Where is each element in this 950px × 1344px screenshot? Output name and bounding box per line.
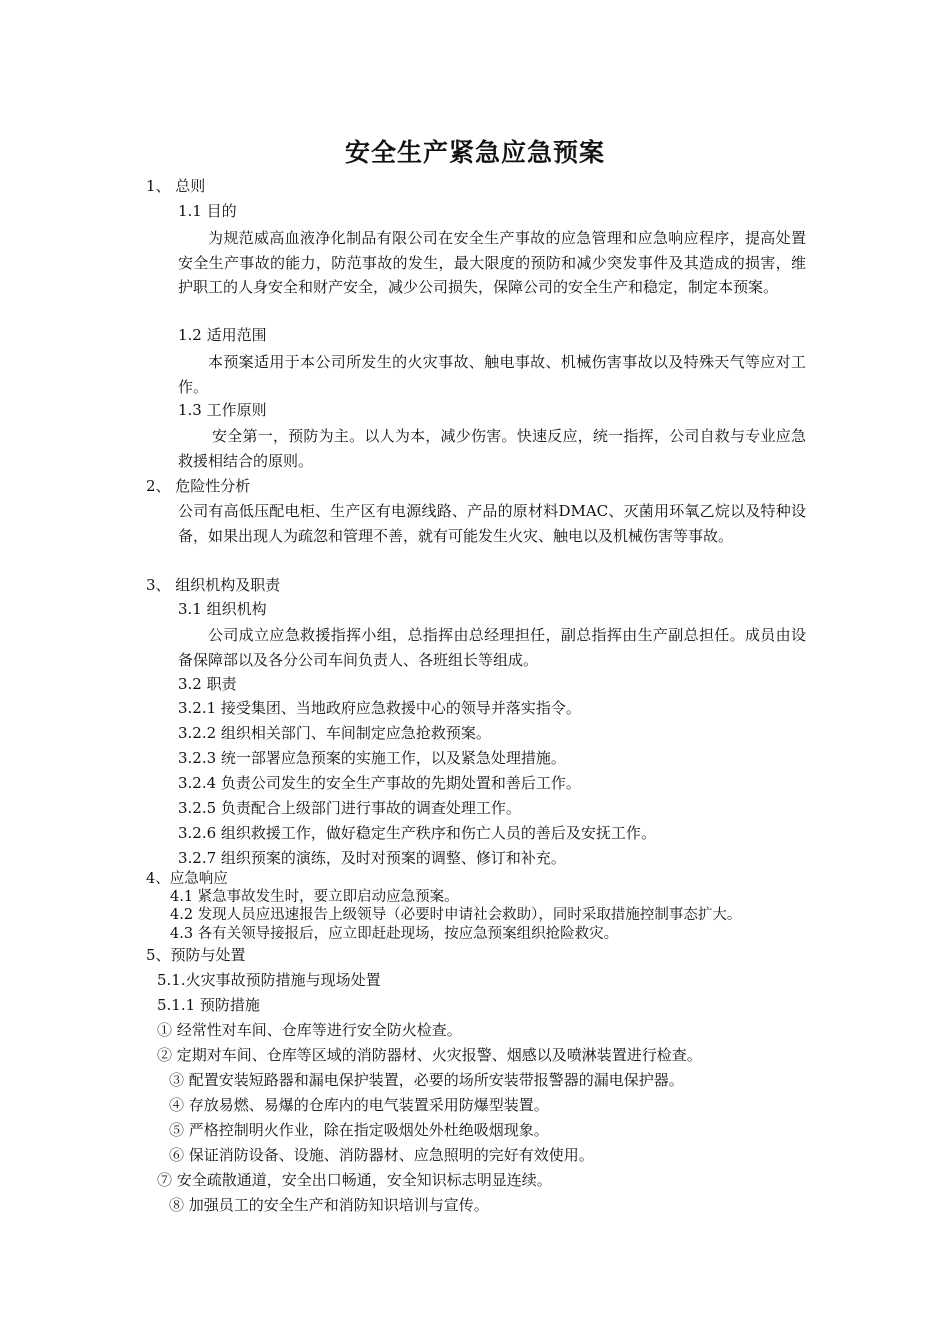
section-2-heading: 2、 危险性分析: [146, 477, 251, 495]
section-3-2-heading: 3.2 职责: [178, 675, 237, 693]
duty-item: 3.2.2 组织相关部门、车间制定应急抢救预案。: [178, 724, 491, 742]
section-1-heading: 1、 总则: [146, 177, 206, 195]
duty-item: 3.2.3 统一部署应急预案的实施工作，以及紧急处理措施。: [178, 749, 566, 767]
prevention-item: ⑥ 保证消防设备、设施、消防器材、应急照明的完好有效使用。: [169, 1146, 594, 1164]
section-1-3-heading: 1.3 工作原则: [178, 401, 267, 419]
response-item: 4.2 发现人员应迅速报告上级领导（必要时申请社会救助），同时采取措施控制事态扩大。: [170, 907, 742, 923]
section-1-1-heading: 1.1 目的: [178, 202, 237, 220]
response-item: 4.1 紧急事故发生时，要立即启动应急预案。: [170, 889, 459, 905]
section-5-1-heading: 5.1.火灾事故预防措施与现场处置: [157, 971, 381, 989]
duty-item: 3.2.5 负责配合上级部门进行事故的调查处理工作。: [178, 799, 521, 817]
section-4-heading: 4、应急响应: [146, 871, 228, 887]
section-2-body: 公司有高低压配电柜、生产区有电源线路、产品的原材料DMAC、灭菌用环氧乙烷以及特种设备，如果出现人为疏忽和管理不善，就有可能发生火灾、触电以及机械伤害等事故。: [178, 502, 806, 545]
prevention-item: ④ 存放易燃、易爆的仓库内的电气装置采用防爆型装置。: [169, 1096, 549, 1114]
prevention-item: ⑤ 严格控制明火作业，除在指定吸烟处外杜绝吸烟现象。: [169, 1121, 549, 1139]
section-5-heading: 5、预防与处置: [146, 946, 246, 964]
response-item: 4.3 各有关领导接报后，应立即赶赴现场，按应急预案组织抢险救灾。: [170, 926, 619, 942]
document-title: 安全生产紧急应急预案: [344, 138, 605, 167]
section-1-2-heading: 1.2 适用范围: [178, 326, 267, 344]
prevention-item: ① 经常性对车间、仓库等进行安全防火检查。: [157, 1021, 462, 1039]
section-3-heading: 3、 组织机构及职责: [146, 576, 281, 594]
prevention-item: ⑦ 安全疏散通道，安全出口畅通，安全知识标志明显连续。: [157, 1171, 552, 1189]
duty-item: 3.2.6 组织救援工作，做好稳定生产秩序和伤亡人员的善后及安抚工作。: [178, 824, 656, 842]
section-3-1-body: 公司成立应急救援指挥小组，总指挥由总经理担任，副总指挥由生产副总担任。成员由设备保障部以及各分公司车间负责人、各班组长等组成。: [178, 626, 806, 669]
prevention-item: ⑧ 加强员工的安全生产和消防知识培训与宣传。: [169, 1196, 489, 1214]
section-1-1-body: 为规范威高血液净化制品有限公司在安全生产事故的应急管理和应急响应程序，提高处置安全生产事故的能力，防范事故的发生，最大限度的预防和减少突发事件及其造成的损害，维护职工的人身安全和财产安全，减少公司损失，保障公司的安全生产和稳定，制定本预案。: [178, 229, 806, 296]
duty-item: 3.2.1 接受集团、当地政府应急救援中心的领导并落实指令。: [178, 699, 581, 717]
prevention-item: ② 定期对车间、仓库等区域的消防器材、火灾报警、烟感以及喷淋装置进行检查。: [157, 1046, 702, 1064]
section-1-2-body: 本预案适用于本公司所发生的火灾事故、触电事故、机械伤害事故以及特殊天气等应对工作。: [178, 353, 806, 396]
section-1-3-body: 安全第一，预防为主。以人为本，减少伤害。快速反应，统一指挥，公司自救与专业应急救援相结合的原则。: [178, 427, 806, 470]
duty-item: 3.2.4 负责公司发生的安全生产事故的先期处置和善后工作。: [178, 774, 581, 792]
section-3-1-heading: 3.1 组织机构: [178, 600, 267, 618]
duty-item: 3.2.7 组织预案的演练，及时对预案的调整、修订和补充。: [178, 849, 566, 867]
prevention-item: ③ 配置安装短路器和漏电保护装置，必要的场所安装带报警器的漏电保护器。: [169, 1071, 684, 1089]
section-5-1-1-heading: 5.1.1 预防措施: [157, 996, 260, 1014]
